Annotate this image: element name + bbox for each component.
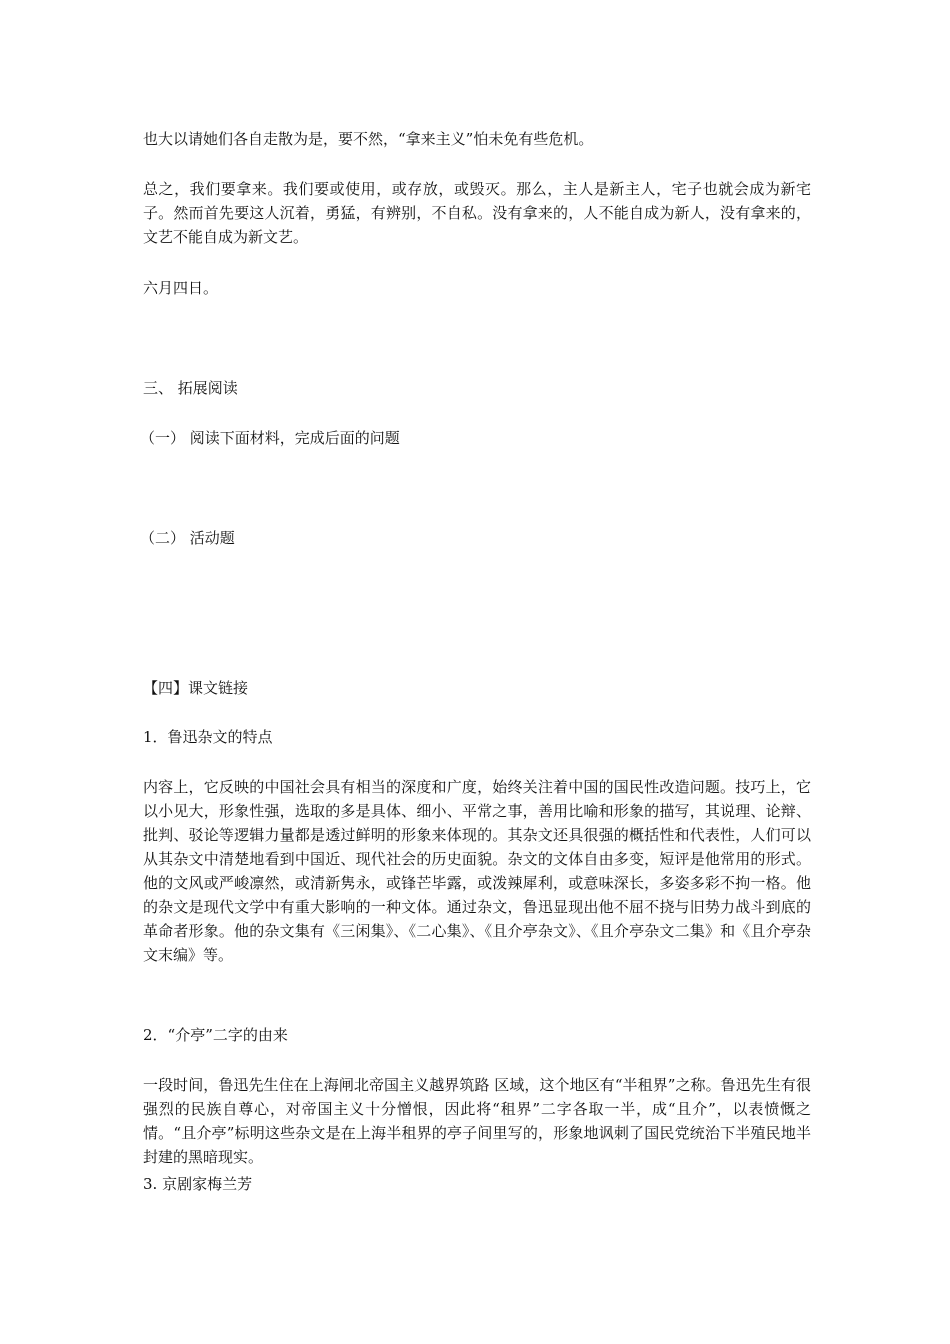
item-1-title: 1．鲁迅杂文的特点 — [143, 728, 273, 746]
section-3-heading: 三、 拓展阅读 — [143, 379, 238, 397]
item-2-title: 2．“介亭”二字的由来 — [143, 1026, 288, 1044]
section-3-subheading-1: （一） 阅读下面材料，完成后面的问题 — [140, 429, 400, 447]
item-3-title: 3. 京剧家梅兰芳 — [143, 1175, 253, 1193]
item-1-body: 内容上，它反映的中国社会具有相当的深度和广度，始终关注着中国的国民性改造问题。技巧上，它以小见大，形象性强，选取的多是具体、细小、平常之事，善用比喻和形象的描写，其说理、论辩、批判、驳论等逻辑力量都是透过鲜明的形象来体现的。其杂文还具很强的概括性和代表性，人们可以从其杂文中清楚地看到中国近、现代社会的历史面貌。杂文的文体自由多变，短评是他常用的形式。他的文风或严峻凛然，或清新隽永，或锋芒毕露，或泼辣犀利，或意味深长，多姿多彩不拘一格。他的杂文是现代文学中有重大影响的一种文体。通过杂文，鲁迅显现出他不屈不挠与旧势力战斗到底的革命者形象。他的杂文集有《三闲集》、《二心集》、《且介亭杂文》、《且介亭杂文二集》和《且介亭杂文末编》等。 — [143, 778, 811, 964]
item-2-body: 一段时间，鲁迅先生住在上海闸北帝国主义越界筑路 区域，这个地区有“半租界”之称。鲁迅先生有很强烈的民族自尊心，对帝国主义十分憎恨，因此将“租界”二字各取一半，成“且介”，以表愤慨之情。“且介亭”标明这些杂文是在上海半租界的亭子间里写的，形象地讽刺了国民党统治下半殖民地半封建的黑暗现实。 — [143, 1076, 811, 1166]
section-3-subheading-2: （二） 活动题 — [140, 529, 235, 547]
section-4-heading: 【四】课文链接 — [143, 679, 249, 697]
paragraph-conclusion: 总之，我们要拿来。我们要或使用，或存放，或毁灭。那么，主人是新主人，宅子也就会成为新宅子。然而首先要这人沉着，勇猛，有辨别，不自私。没有拿来的，人不能自成为新人，没有拿来的，文艺不能自成为新文艺。 — [143, 180, 811, 246]
paragraph-closing-warning: 也大以请她们各自走散为是，要不然，“拿来主义”怕未免有些危机。 — [143, 130, 594, 148]
date-line: 六月四日。 — [143, 279, 219, 297]
